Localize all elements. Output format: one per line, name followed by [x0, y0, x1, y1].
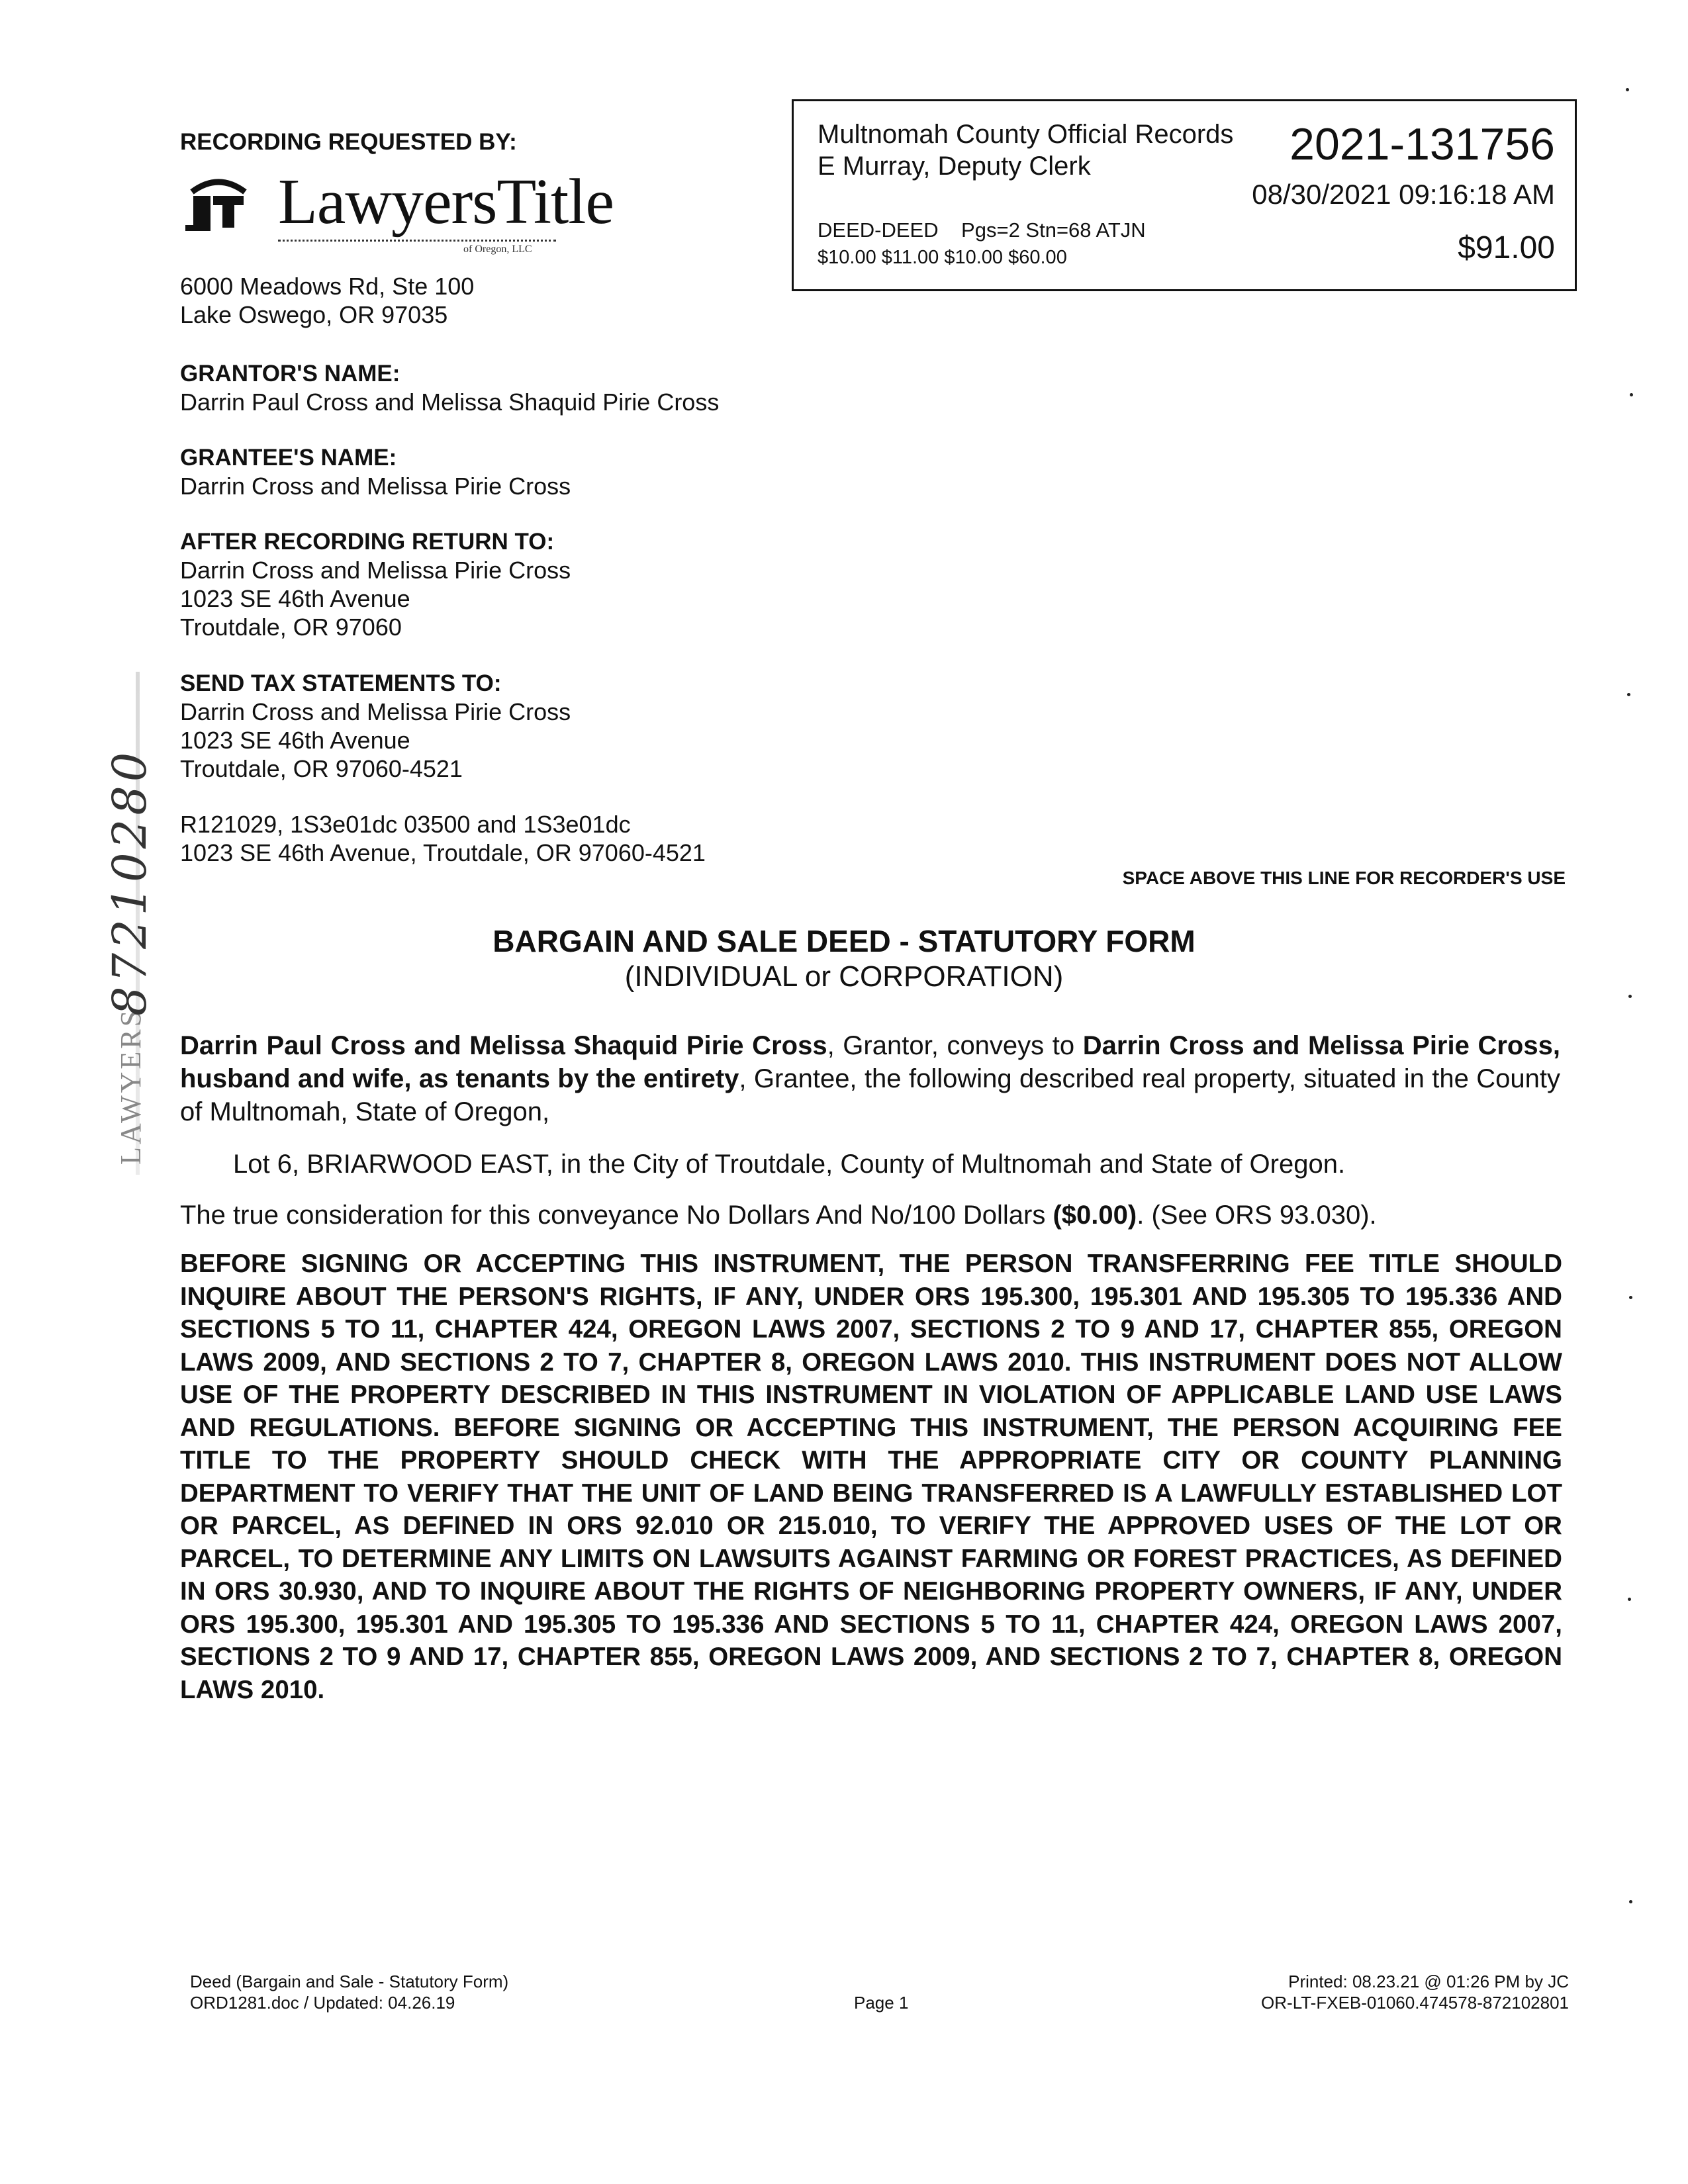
return-to-line3: Troutdale, OR 97060 [180, 614, 402, 641]
footer-printed: Printed: 08.23.21 @ 01:26 PM by JC [1288, 1972, 1569, 1991]
recording-datetime: 08/30/2021 09:16:18 AM [1252, 179, 1555, 210]
logo-subtitle: of Oregon, LLC [463, 244, 532, 255]
scan-dot [1628, 995, 1632, 998]
scan-dot [1626, 88, 1629, 91]
grant-text-1: , Grantor, conveys to [827, 1031, 1083, 1060]
recorder-stamp-box [792, 99, 1577, 291]
document-type [818, 218, 1146, 243]
grantee-block [180, 443, 571, 500]
return-to-line2: 1023 SE 46th Avenue [180, 585, 410, 612]
consideration-amount: ($0.00) [1053, 1201, 1137, 1230]
requester-address [180, 272, 474, 329]
deed-subtitle: (INDIVIDUAL or CORPORATION) [624, 960, 1064, 993]
grantor-heading: GRANTOR'S NAME: [180, 361, 400, 387]
grantor-block [180, 359, 719, 416]
recording-fees: $10.00 $11.00 $10.00 $60.00 [818, 247, 1067, 268]
requester-address-line2: Lake Oswego, OR 97035 [180, 301, 448, 328]
scan-dot [1627, 693, 1630, 696]
property-reference-line1: R121029, 1S3e01dc 03500 and 1S3e01dc [180, 811, 631, 838]
property-reference [180, 810, 706, 867]
lawyers-stamp-text: LAWYERS [115, 1007, 147, 1165]
side-margin-stamp [99, 675, 159, 1165]
scan-dot [1629, 1900, 1632, 1903]
footer-print-info [1261, 1971, 1569, 2013]
recording-total: $91.00 [1458, 230, 1555, 265]
deed-title: BARGAIN AND SALE DEED - STATUTORY FORM [492, 924, 1196, 958]
lawyers-title-logo-icon [179, 173, 258, 233]
legal-description: Lot 6, BRIARWOOD EAST, in the City of Troutdale, County of Multnomah and State of Oregon. [233, 1150, 1346, 1179]
document-number: 2021-131756 [1289, 119, 1555, 169]
statutory-warning: BEFORE SIGNING OR ACCEPTING THIS INSTRUMENT, THE PERSON TRANSFERRING FEE TITLE SHOULD INQUIRE ABOUT THE PERSON'S RIGHTS, IF ANY, UNDER ORS 195.300, 195.301 AND 195.305 TO 195.336 AND SECTIONS 5 TO 11, CHAPTER 424, OREGON LAWS 2007, SECTIONS 2 TO 9 AND 17, CHAPTER 855, OREGON LAWS 2009, AND SECTIONS 2 TO 7, CHAPTER 8, OREGON LAWS 2010. THIS INSTRUMENT DOES NOT ALLOW USE OF THE PROPERTY DESCRIBED IN THIS INSTRUMENT IN VIOLATION OF APPLICABLE LAND USE LAWS AND REGULATIONS. BEFORE SIGNING OR ACCEPTING THIS INSTRUMENT, THE PERSON ACQUIRING FEE TITLE TO THE PROPERTY SHOULD CHECK WITH THE APPROPRIATE CITY OR COUNTY PLANNING DEPARTMENT TO VERIFY THAT THE UNIT OF LAND BEING TRANSFERRED IS A LAWFULLY ESTABLISHED LOT OR PARCEL, AS DEFINED IN ORS 92.010 OR 215.010, TO VERIFY THE APPROVED USES OF THE LOT OR PARCEL, TO DETERMINE ANY LIMITS ON LAWSUITS AGAINST FARMING OR FOREST PRACTICES, AS DEFINED IN ORS 30.930, AND TO INQUIRE ABOUT THE RIGHTS OF NEIGHBORING PROPERTY OWNERS, IF ANY, UNDER ORS 195.300, 195.301 AND 195.305 TO 195.336 AND SECTIONS 5 TO 11, CHAPTER 424, OREGON LAWS 2007, SECTIONS 2 TO 9 AND 17, CHAPTER 855, OREGON LAWS 2009, AND SECTIONS 2 TO 7, CHAPTER 8, OREGON LAWS 2010. [180, 1250, 1562, 1704]
consideration-statement [180, 1199, 1377, 1232]
tax-statements-line3: Troutdale, OR 97060-4521 [180, 755, 463, 782]
doc-type-code: DEED-DEED [818, 218, 939, 242]
lawyers-title-logo [179, 165, 614, 255]
footer-form-info [190, 1971, 508, 2013]
scan-dot [1630, 393, 1633, 396]
grantee-heading: GRANTEE'S NAME: [180, 445, 397, 471]
footer-order-number: OR-LT-FXEB-01060.474578-872102801 [1261, 1993, 1569, 2013]
recorder-office-name: Multnomah County Official Records [818, 120, 1234, 149]
logo-wordmark: LawyersTitle [278, 166, 614, 238]
return-to-line1: Darrin Cross and Melissa Pirie Cross [180, 557, 571, 584]
handwritten-file-number: 87210280 [103, 748, 157, 1016]
requester-address-line1: 6000 Meadows Rd, Ste 100 [180, 273, 475, 300]
recorder-office [818, 118, 1233, 182]
tax-statements-line1: Darrin Cross and Melissa Pirie Cross [180, 698, 571, 725]
consideration-text-1: The true consideration for this conveyance No Dollars And No/100 Dollars [180, 1201, 1053, 1230]
tax-statements-line2: 1023 SE 46th Avenue [180, 727, 410, 754]
scan-dot [1628, 1598, 1631, 1601]
recorder-space-notice: SPACE ABOVE THIS LINE FOR RECORDER'S USE [1122, 868, 1566, 888]
consideration-text-2: . (See ORS 93.030). [1137, 1201, 1377, 1230]
footer-form-name: Deed (Bargain and Sale - Statutory Form) [190, 1972, 509, 1991]
return-to-block [180, 527, 571, 641]
grant-grantor-name: Darrin Paul Cross and Melissa Shaquid Pirie Cross [180, 1031, 827, 1060]
recording-requested-heading: RECORDING REQUESTED BY: [180, 129, 517, 155]
tax-statements-heading: SEND TAX STATEMENTS TO: [180, 670, 502, 696]
grant-grantee-name: Darrin Cross and Melissa Pirie Cross, husband and wife, as tenants by the entirety [180, 1031, 1560, 1093]
footer-form-file: ORD1281.doc / Updated: 04.26.19 [190, 1993, 455, 2013]
granting-clause [180, 1029, 1560, 1128]
return-to-heading: AFTER RECORDING RETURN TO: [180, 529, 555, 555]
logo-rule [278, 240, 556, 242]
page-number: Page 1 [854, 1993, 909, 2013]
grant-text-2: , Grantee, the following described real property, situated in the County of Multnomah, State of Oregon, [180, 1064, 1560, 1126]
recorder-clerk: E Murray, Deputy Clerk [818, 152, 1091, 181]
tax-statements-block [180, 669, 571, 783]
property-reference-line2: 1023 SE 46th Avenue, Troutdale, OR 97060-4521 [180, 839, 706, 866]
grantor-name: Darrin Paul Cross and Melissa Shaquid Pirie Cross [180, 388, 720, 416]
pages-station: Pgs=2 Stn=68 ATJN [961, 218, 1146, 242]
scan-dot [1629, 1296, 1632, 1299]
grantee-name: Darrin Cross and Melissa Pirie Cross [180, 473, 571, 500]
